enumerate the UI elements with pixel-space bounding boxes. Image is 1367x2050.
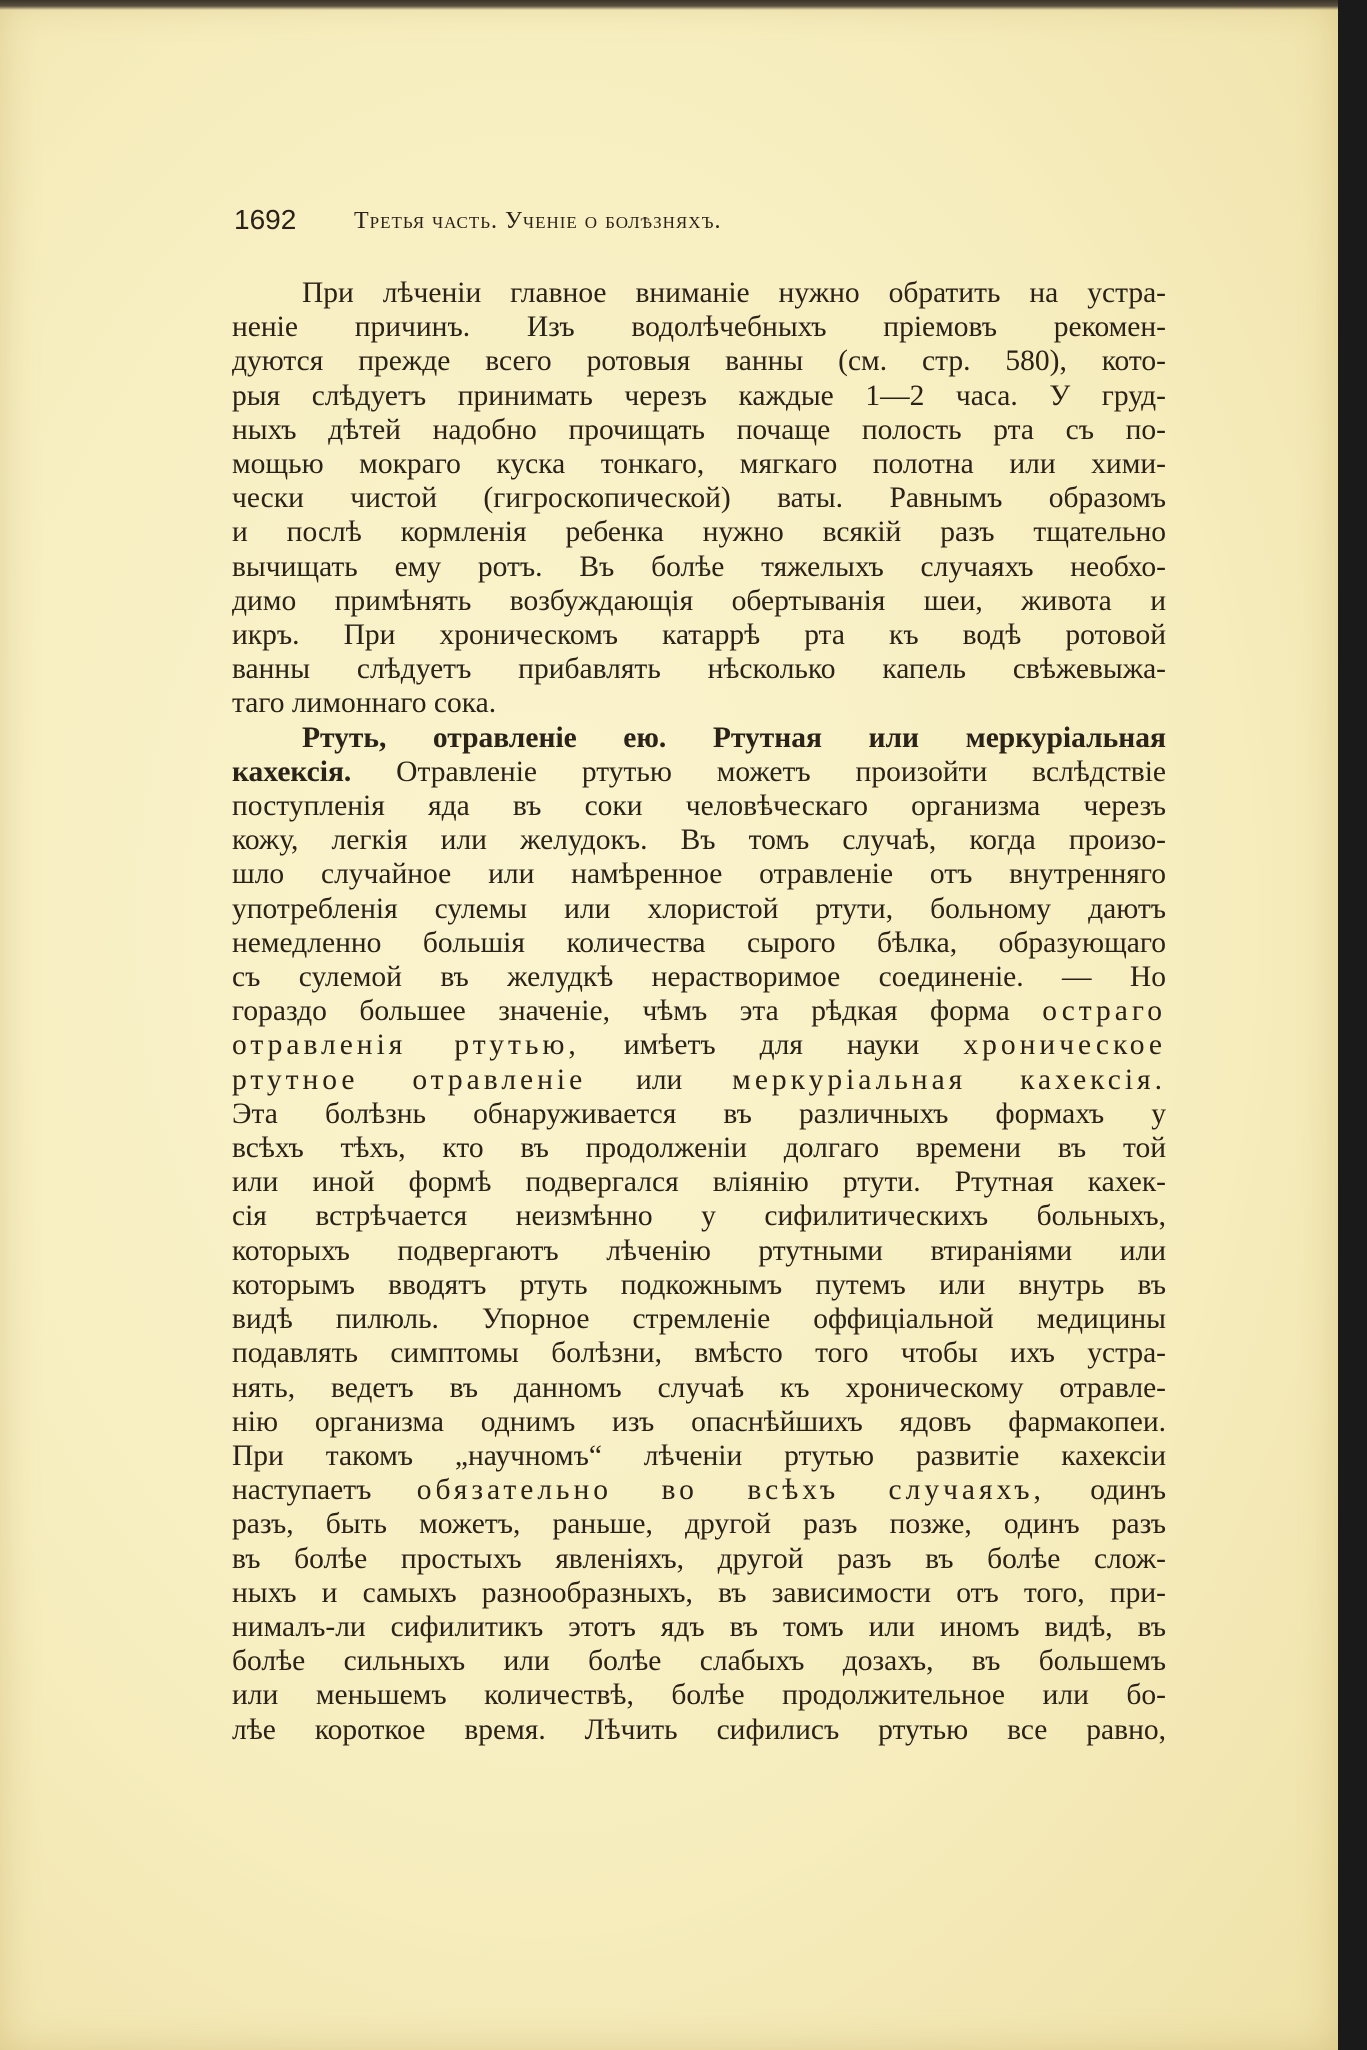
text-line: лѣе короткое время. Лѣчить сифилисъ ртутью все равно, xyxy=(232,1713,1166,1746)
section-heading-line xyxy=(232,721,1166,755)
text-line: дуются прежде всего ротовыя ванны (см. стр. 580), кото- xyxy=(232,345,1166,378)
text-line: Эта болѣзнь обнаруживается въ различныхъ формахъ у xyxy=(232,1097,1166,1130)
text-line: нять, ведетъ въ данномъ случаѣ къ хроническому отравле- xyxy=(232,1371,1166,1404)
text-line: нималъ-ли сифилитикъ этотъ ядъ въ томъ или иномъ видѣ, въ xyxy=(232,1610,1166,1643)
emphasized-text: обязательно во всѣхъ случаяхъ, xyxy=(416,1474,1045,1507)
page-header xyxy=(234,204,1174,244)
text-line: ненiе причинъ. Изъ водолѣчебныхъ прiемовъ рекомен- xyxy=(232,311,1166,344)
text-line xyxy=(232,1063,1166,1097)
emphasized-text: хроническое xyxy=(963,1029,1166,1062)
text-line: которымъ вводятъ ртуть подкожнымъ путемъ или внутрь въ xyxy=(232,1268,1166,1301)
text-line: При такомъ „научномъ“ лѣченiи ртутью развитiе кахексiи xyxy=(232,1439,1166,1472)
text-line: ныхъ и самыхъ разнообразныхъ, въ зависимости отъ того, при- xyxy=(232,1576,1166,1609)
text-line: ныхъ дѣтей надобно прочищать почаще полость рта съ по- xyxy=(232,413,1166,446)
text-line: ванны слѣдуетъ прибавлять нѣсколько капель свѣжевыжа- xyxy=(232,653,1166,686)
text-line: видѣ пилюль. Упорное стремленiе оффицiальной медицины xyxy=(232,1303,1166,1336)
text-line: сiя встрѣчается неизмѣнно у сифилитическихъ больныхъ, xyxy=(232,1200,1166,1233)
text-line: кожу, легкiя или желудокъ. Въ томъ случаѣ, когда произо- xyxy=(232,824,1166,857)
text-line xyxy=(232,994,1166,1028)
text-line: употребленiя сулемы или хлористой ртути, больному даютъ xyxy=(232,892,1166,925)
text-fragment: Отравленiе ртутью можетъ произойти вслѣдствiе xyxy=(351,755,1166,788)
text-line: болѣе сильныхъ или болѣе слабыхъ дозахъ, въ большемъ xyxy=(232,1645,1166,1678)
running-head: Третья часть. Ученiе о болѣзняхъ. xyxy=(354,208,722,234)
text-line xyxy=(232,755,1166,789)
text-line: икръ. При хроническомъ катаррѣ рта къ водѣ ротовой xyxy=(232,619,1166,652)
text-line: При лѣченiи главное вниманiе нужно обратить на устра- xyxy=(302,277,1166,309)
text-line: или меньшемъ количествѣ, болѣе продолжительное или бо- xyxy=(232,1679,1166,1712)
text-line: съ сулемой въ желудкѣ нерастворимое соединенiе. — Но xyxy=(232,961,1166,994)
text-line: вычищать ему ротъ. Въ болѣе тяжелыхъ случаяхъ необхо- xyxy=(232,550,1166,583)
text-line: подавлять симптомы болѣзни, вмѣсто того чтобы ихъ устра- xyxy=(232,1337,1166,1370)
text-line: разъ, быть можетъ, раньше, другой разъ позже, одинъ разъ xyxy=(232,1508,1166,1541)
page-top-edge xyxy=(0,0,1338,10)
text-line: или иной формѣ подвергался влiянiю ртути. Ртутная кахек- xyxy=(232,1166,1166,1199)
text-line: всѣхъ тѣхъ, кто въ продолженiи долгаго времени въ той xyxy=(232,1132,1166,1165)
section-heading-end: кахексiя. xyxy=(232,755,352,788)
text-line xyxy=(232,1473,1166,1507)
text-line: поступленiя яда въ соки человѣческаго организма черезъ xyxy=(232,790,1166,823)
text-line: шло случайное или намѣренное отравленiе отъ внутренняго xyxy=(232,858,1166,891)
text-line: мощью мокраго куска тонкаго, мягкаго полотна или хими- xyxy=(232,448,1166,481)
emphasized-text: отравленiя ртутью, xyxy=(232,1029,580,1062)
text-line: таго лимоннаго сока. xyxy=(232,687,497,720)
text-line: которыхъ подвергаютъ лѣченiю ртутными втиранiями или xyxy=(232,1234,1166,1267)
text-fragment: гораздо большее значенiе, чѣмъ эта рѣдкая форма xyxy=(232,995,1043,1028)
section-heading: Ртуть, отравленiе ею. Ртутная или меркурiальная xyxy=(302,721,1166,754)
text-line: чески чистой (гигроскопической) ваты. Равнымъ образомъ xyxy=(232,482,1166,515)
text-fragment: наступаетъ xyxy=(232,1474,417,1507)
text-line xyxy=(232,1028,1166,1062)
text-line: димо примѣнять возбуждающiя обертыванiя шеи, живота и xyxy=(232,584,1166,617)
emphasized-text: остраго xyxy=(1042,995,1166,1028)
text-line: немедленно большiя количества сырого бѣлка, образующаго xyxy=(232,926,1166,959)
text-fragment: одинъ xyxy=(1044,1474,1166,1507)
text-line: въ болѣе простыхъ явленiяхъ, другой разъ въ болѣе слож- xyxy=(232,1542,1166,1575)
page-number: 1692 xyxy=(234,204,297,235)
text-line: нiю организма однимъ изъ опаснѣйшихъ ядовъ фармакопеи. xyxy=(232,1405,1166,1438)
text-line: и послѣ кормленiя ребенка нужно всякiй разъ тщательно xyxy=(232,516,1166,549)
text-fragment: имѣетъ для науки xyxy=(579,1029,964,1062)
body-text xyxy=(232,276,1166,1747)
text-line: рыя слѣдуетъ принимать черезъ каждые 1—2 часа. У груд- xyxy=(232,379,1166,412)
emphasized-text: ртутное отравленiе xyxy=(232,1063,587,1096)
text-fragment: или xyxy=(586,1063,733,1096)
emphasized-text: меркурiальная кахексiя. xyxy=(732,1063,1166,1096)
